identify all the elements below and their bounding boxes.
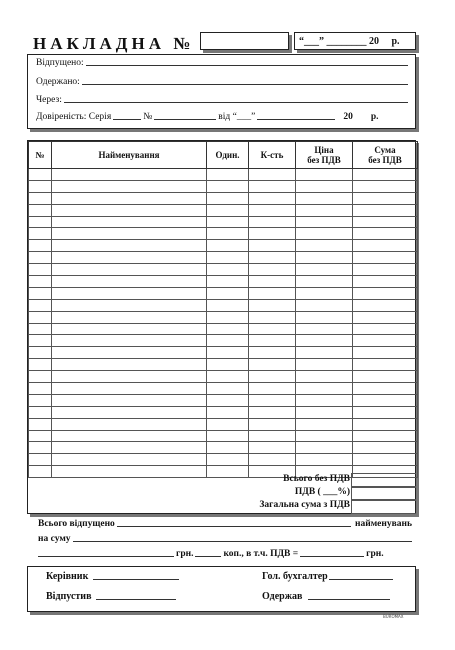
head-signature[interactable] bbox=[46, 571, 181, 582]
table-cell[interactable] bbox=[29, 228, 52, 240]
col-name: Найменування bbox=[52, 142, 207, 169]
table-cell[interactable] bbox=[52, 383, 207, 395]
table-cell[interactable] bbox=[52, 169, 207, 181]
table-cell[interactable] bbox=[353, 287, 418, 299]
brand-logo: BUROMAX bbox=[383, 614, 404, 619]
table-cell[interactable] bbox=[207, 216, 249, 228]
table-cell[interactable] bbox=[353, 252, 418, 264]
table-cell[interactable] bbox=[353, 371, 418, 383]
table-cell[interactable] bbox=[249, 180, 296, 192]
table-cell[interactable] bbox=[249, 192, 296, 204]
head-label: Керівник bbox=[46, 571, 89, 582]
table-cell[interactable] bbox=[249, 323, 296, 335]
table-cell[interactable] bbox=[296, 264, 353, 276]
table-cell[interactable] bbox=[353, 430, 418, 442]
table-row bbox=[29, 299, 418, 311]
table-cell[interactable] bbox=[52, 216, 207, 228]
items-label: найменувань bbox=[355, 519, 412, 529]
table-cell[interactable] bbox=[207, 228, 249, 240]
table-cell[interactable] bbox=[296, 371, 353, 383]
table-cell[interactable] bbox=[249, 347, 296, 359]
table-cell[interactable] bbox=[207, 394, 249, 406]
table-cell[interactable] bbox=[249, 299, 296, 311]
table-cell[interactable] bbox=[249, 169, 296, 181]
table-cell[interactable] bbox=[29, 180, 52, 192]
table-cell[interactable] bbox=[29, 335, 52, 347]
table-cell[interactable] bbox=[296, 180, 353, 192]
table-row bbox=[29, 383, 418, 395]
table-row bbox=[29, 454, 418, 466]
table-cell[interactable] bbox=[249, 454, 296, 466]
table-cell[interactable] bbox=[52, 418, 207, 430]
table-cell[interactable] bbox=[207, 323, 249, 335]
items-table bbox=[28, 141, 418, 478]
table-cell[interactable] bbox=[52, 371, 207, 383]
amount-line[interactable] bbox=[38, 534, 412, 544]
table-row bbox=[29, 371, 418, 383]
table-cell[interactable] bbox=[296, 299, 353, 311]
table-cell[interactable] bbox=[249, 252, 296, 264]
table-cell[interactable] bbox=[249, 311, 296, 323]
table-cell[interactable] bbox=[353, 192, 418, 204]
table-cell[interactable] bbox=[353, 335, 418, 347]
table-cell[interactable] bbox=[296, 252, 353, 264]
table-cell[interactable] bbox=[296, 323, 353, 335]
table-cell[interactable] bbox=[52, 287, 207, 299]
total-without-vat-cell[interactable] bbox=[351, 473, 416, 487]
poa-label: Довіреність: Серія bbox=[36, 112, 112, 122]
table-cell[interactable] bbox=[249, 276, 296, 288]
table-cell[interactable] bbox=[296, 287, 353, 299]
table-cell[interactable] bbox=[52, 323, 207, 335]
table-cell[interactable] bbox=[52, 454, 207, 466]
power-of-attorney-line[interactable] bbox=[36, 112, 408, 122]
table-cell[interactable] bbox=[353, 180, 418, 192]
table-cell[interactable] bbox=[353, 264, 418, 276]
chief-accountant-label: Гол. бухгалтер bbox=[262, 571, 328, 582]
total-without-vat-label: Всього без ПДВ bbox=[283, 474, 350, 484]
table-row bbox=[29, 394, 418, 406]
col-quantity: К-сть bbox=[249, 142, 296, 169]
table-cell[interactable] bbox=[52, 394, 207, 406]
total-sent-label: Всього відпущено bbox=[38, 519, 115, 529]
poa-year: 20 bbox=[343, 112, 353, 122]
totals-block bbox=[27, 473, 416, 514]
table-cell[interactable] bbox=[207, 406, 249, 418]
table-cell[interactable] bbox=[29, 323, 52, 335]
table-row bbox=[29, 192, 418, 204]
table-row bbox=[29, 347, 418, 359]
table-header-row bbox=[29, 142, 418, 169]
table-cell[interactable] bbox=[29, 299, 52, 311]
table-cell[interactable] bbox=[353, 347, 418, 359]
table-cell[interactable] bbox=[207, 311, 249, 323]
table-cell[interactable] bbox=[52, 430, 207, 442]
issued-label: Відпустив bbox=[46, 591, 92, 602]
table-cell[interactable] bbox=[29, 169, 52, 181]
invoice-number-field[interactable] bbox=[200, 32, 289, 50]
table-cell[interactable] bbox=[249, 442, 296, 454]
received-label: Одержано: bbox=[36, 77, 80, 87]
table-cell[interactable] bbox=[353, 228, 418, 240]
table-cell[interactable] bbox=[353, 299, 418, 311]
uah-label-2: грн. bbox=[366, 549, 384, 559]
via-line[interactable] bbox=[36, 95, 408, 105]
col-sum: Сума без ПДВ bbox=[353, 142, 418, 169]
table-cell[interactable] bbox=[296, 430, 353, 442]
table-cell[interactable] bbox=[296, 418, 353, 430]
table-cell[interactable] bbox=[249, 204, 296, 216]
poa-from-label: від “___” bbox=[218, 112, 256, 122]
table-cell[interactable] bbox=[29, 383, 52, 395]
table-cell[interactable] bbox=[353, 204, 418, 216]
table-row bbox=[29, 276, 418, 288]
sent-label: Відпущено: bbox=[36, 58, 84, 68]
table-cell[interactable] bbox=[29, 216, 52, 228]
table-cell[interactable] bbox=[52, 204, 207, 216]
signatures-panel bbox=[27, 566, 416, 612]
table-cell[interactable] bbox=[207, 204, 249, 216]
table-row bbox=[29, 323, 418, 335]
table-row bbox=[29, 228, 418, 240]
table-cell[interactable] bbox=[296, 394, 353, 406]
table-cell[interactable] bbox=[52, 240, 207, 252]
table-cell[interactable] bbox=[249, 394, 296, 406]
table-cell[interactable] bbox=[207, 252, 249, 264]
col-price: Ціна без ПДВ bbox=[296, 142, 353, 169]
table-cell[interactable] bbox=[52, 264, 207, 276]
table-cell[interactable] bbox=[207, 276, 249, 288]
table-cell[interactable] bbox=[29, 252, 52, 264]
table-cell[interactable] bbox=[296, 359, 353, 371]
table-cell[interactable] bbox=[52, 335, 207, 347]
poa-r: р. bbox=[370, 112, 379, 122]
table-cell[interactable] bbox=[207, 335, 249, 347]
table-cell[interactable] bbox=[296, 276, 353, 288]
table-cell[interactable] bbox=[52, 442, 207, 454]
received-signature[interactable] bbox=[262, 591, 392, 602]
table-cell[interactable] bbox=[29, 347, 52, 359]
table-cell[interactable] bbox=[52, 359, 207, 371]
table-cell[interactable] bbox=[353, 383, 418, 395]
table-cell[interactable] bbox=[207, 180, 249, 192]
uah-label: грн. bbox=[176, 549, 194, 559]
table-cell[interactable] bbox=[353, 323, 418, 335]
poa-number-label: № bbox=[143, 112, 153, 122]
table-row bbox=[29, 287, 418, 299]
chief-accountant-signature[interactable] bbox=[262, 571, 395, 582]
sent-line[interactable] bbox=[36, 58, 408, 68]
table-cell[interactable] bbox=[207, 299, 249, 311]
table-cell[interactable] bbox=[353, 359, 418, 371]
table-cell[interactable] bbox=[29, 192, 52, 204]
table-cell[interactable] bbox=[249, 335, 296, 347]
kop-vat-label: коп., в т.ч. ПДВ = bbox=[223, 549, 299, 559]
table-row bbox=[29, 252, 418, 264]
table-cell[interactable] bbox=[207, 383, 249, 395]
via-label: Через: bbox=[36, 95, 62, 105]
table-cell[interactable] bbox=[353, 276, 418, 288]
table-row bbox=[29, 204, 418, 216]
received-line[interactable] bbox=[36, 77, 408, 87]
table-cell[interactable] bbox=[29, 371, 52, 383]
table-cell[interactable] bbox=[249, 359, 296, 371]
table-row bbox=[29, 442, 418, 454]
table-cell[interactable] bbox=[52, 276, 207, 288]
grand-total-label: Загальна сума з ПДВ bbox=[259, 500, 350, 510]
table-cell[interactable] bbox=[296, 228, 353, 240]
table-cell[interactable] bbox=[29, 394, 52, 406]
table-cell[interactable] bbox=[249, 418, 296, 430]
table-cell[interactable] bbox=[353, 406, 418, 418]
table-cell[interactable] bbox=[353, 394, 418, 406]
table-cell[interactable] bbox=[296, 442, 353, 454]
amount-detail-line[interactable] bbox=[38, 549, 412, 559]
table-row bbox=[29, 240, 418, 252]
table-cell[interactable] bbox=[52, 192, 207, 204]
table-cell[interactable] bbox=[353, 418, 418, 430]
table-cell[interactable] bbox=[52, 299, 207, 311]
table-cell[interactable] bbox=[207, 169, 249, 181]
table-cell[interactable] bbox=[249, 430, 296, 442]
table-cell[interactable] bbox=[52, 228, 207, 240]
table-row bbox=[29, 216, 418, 228]
table-cell[interactable] bbox=[29, 264, 52, 276]
table-cell[interactable] bbox=[29, 287, 52, 299]
invoice-date-field[interactable]: “___” ________ 20 р. bbox=[294, 32, 416, 50]
total-sent-line[interactable] bbox=[38, 519, 412, 529]
table-row bbox=[29, 359, 418, 371]
table-cell[interactable] bbox=[29, 406, 52, 418]
table-row bbox=[29, 406, 418, 418]
table-cell[interactable] bbox=[296, 406, 353, 418]
table-cell[interactable] bbox=[249, 264, 296, 276]
received-label: Одержав bbox=[262, 591, 303, 602]
table-cell[interactable] bbox=[353, 216, 418, 228]
table-cell[interactable] bbox=[296, 204, 353, 216]
table-cell[interactable] bbox=[207, 371, 249, 383]
table-cell[interactable] bbox=[52, 252, 207, 264]
col-number: № bbox=[29, 142, 52, 169]
vat-label: ПДВ ( ___%) bbox=[294, 487, 350, 497]
table-cell[interactable] bbox=[353, 311, 418, 323]
col-unit: Один. bbox=[207, 142, 249, 169]
table-cell[interactable] bbox=[296, 347, 353, 359]
table-row bbox=[29, 180, 418, 192]
table-cell[interactable] bbox=[353, 454, 418, 466]
table-cell[interactable] bbox=[296, 169, 353, 181]
table-cell[interactable] bbox=[296, 216, 353, 228]
table-cell[interactable] bbox=[296, 192, 353, 204]
amount-label: на суму bbox=[38, 534, 71, 544]
table-row bbox=[29, 430, 418, 442]
table-cell[interactable] bbox=[207, 442, 249, 454]
document-title: НАКЛАДНА № bbox=[33, 34, 195, 53]
table-cell[interactable] bbox=[249, 287, 296, 299]
table-cell[interactable] bbox=[29, 454, 52, 466]
table-cell[interactable] bbox=[207, 454, 249, 466]
table-cell[interactable] bbox=[296, 383, 353, 395]
table-cell[interactable] bbox=[249, 240, 296, 252]
table-cell[interactable] bbox=[207, 287, 249, 299]
table-cell[interactable] bbox=[52, 347, 207, 359]
table-cell[interactable] bbox=[29, 418, 52, 430]
table-cell[interactable] bbox=[207, 240, 249, 252]
table-cell[interactable] bbox=[29, 359, 52, 371]
table-cell[interactable] bbox=[29, 276, 52, 288]
vat-cell[interactable] bbox=[351, 487, 416, 501]
table-cell[interactable] bbox=[296, 335, 353, 347]
parties-panel bbox=[27, 54, 416, 129]
table-row bbox=[29, 418, 418, 430]
table-cell[interactable] bbox=[207, 264, 249, 276]
table-cell[interactable] bbox=[29, 430, 52, 442]
table-cell[interactable] bbox=[353, 169, 418, 181]
table-cell[interactable] bbox=[249, 371, 296, 383]
table-row bbox=[29, 335, 418, 347]
table-cell[interactable] bbox=[207, 359, 249, 371]
table-cell[interactable] bbox=[29, 204, 52, 216]
table-cell[interactable] bbox=[249, 216, 296, 228]
table-row bbox=[29, 264, 418, 276]
table-cell[interactable] bbox=[52, 406, 207, 418]
table-cell[interactable] bbox=[296, 311, 353, 323]
table-cell[interactable] bbox=[29, 442, 52, 454]
table-cell[interactable] bbox=[207, 430, 249, 442]
table-cell[interactable] bbox=[249, 228, 296, 240]
table-row bbox=[29, 311, 418, 323]
table-cell[interactable] bbox=[249, 383, 296, 395]
issued-signature[interactable] bbox=[46, 591, 178, 602]
table-cell[interactable] bbox=[52, 311, 207, 323]
table-row bbox=[29, 169, 418, 181]
table-cell[interactable] bbox=[52, 180, 207, 192]
table-cell[interactable] bbox=[296, 454, 353, 466]
table-cell[interactable] bbox=[353, 442, 418, 454]
table-cell[interactable] bbox=[29, 240, 52, 252]
table-cell[interactable] bbox=[249, 406, 296, 418]
items-table-frame bbox=[27, 140, 416, 514]
table-cell[interactable] bbox=[29, 311, 52, 323]
table-cell[interactable] bbox=[353, 240, 418, 252]
table-cell[interactable] bbox=[207, 347, 249, 359]
table-cell[interactable] bbox=[207, 418, 249, 430]
table-cell[interactable] bbox=[207, 192, 249, 204]
table-cell[interactable] bbox=[296, 240, 353, 252]
grand-total-cell[interactable] bbox=[351, 500, 416, 514]
